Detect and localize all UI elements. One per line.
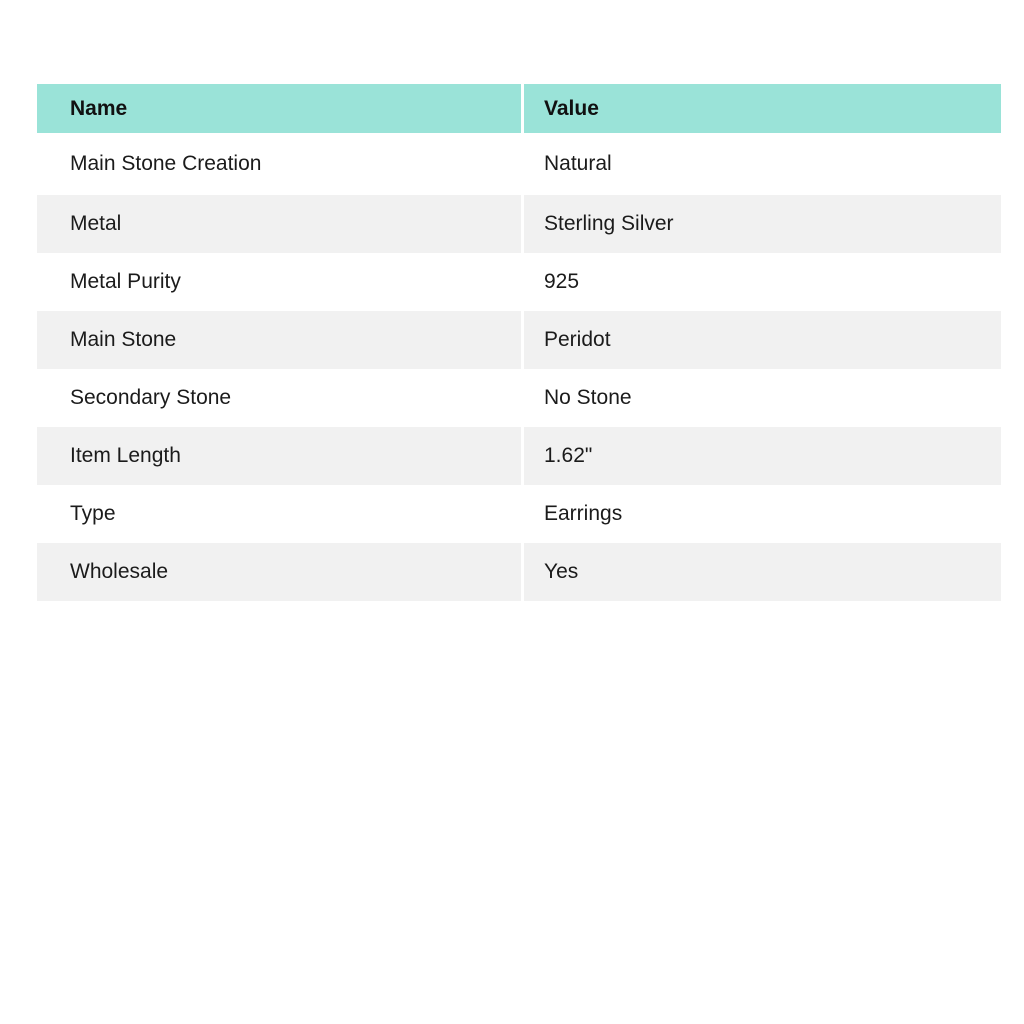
row-value-cell: 925 [521, 253, 1001, 311]
row-value-cell: Yes [521, 543, 1001, 601]
row-name-cell: Secondary Stone [70, 386, 232, 409]
table-row [37, 133, 1001, 195]
table-row [37, 311, 1001, 369]
row-name-cell: Wholesale [70, 560, 169, 583]
table-row [37, 427, 1001, 485]
table-row [37, 543, 1001, 601]
row-value-cell: 1.62" [521, 427, 1001, 485]
table-row [37, 485, 1001, 543]
spec-table [37, 84, 1001, 601]
row-name-cell: Item Length [70, 444, 181, 467]
row-name-cell: Metal Purity [70, 270, 181, 293]
row-name-cell: Main Stone Creation [70, 152, 262, 175]
row-value-cell: No Stone [521, 369, 1001, 427]
table-body [37, 133, 1001, 601]
row-name-cell: Metal [70, 212, 122, 235]
row-name-cell: Main Stone [70, 328, 177, 351]
row-name-cell: Type [70, 502, 116, 525]
row-value-cell: Peridot [521, 311, 1001, 369]
table-row [37, 253, 1001, 311]
table-header-row [37, 84, 1001, 133]
header-cell-name: Name [70, 96, 128, 120]
row-value-cell: Sterling Silver [521, 195, 1001, 253]
row-value-cell: Natural [521, 133, 1001, 195]
header-cell-value: Value [521, 84, 1001, 133]
row-value-cell: Earrings [521, 485, 1001, 543]
table-row [37, 369, 1001, 427]
table-row [37, 195, 1001, 253]
